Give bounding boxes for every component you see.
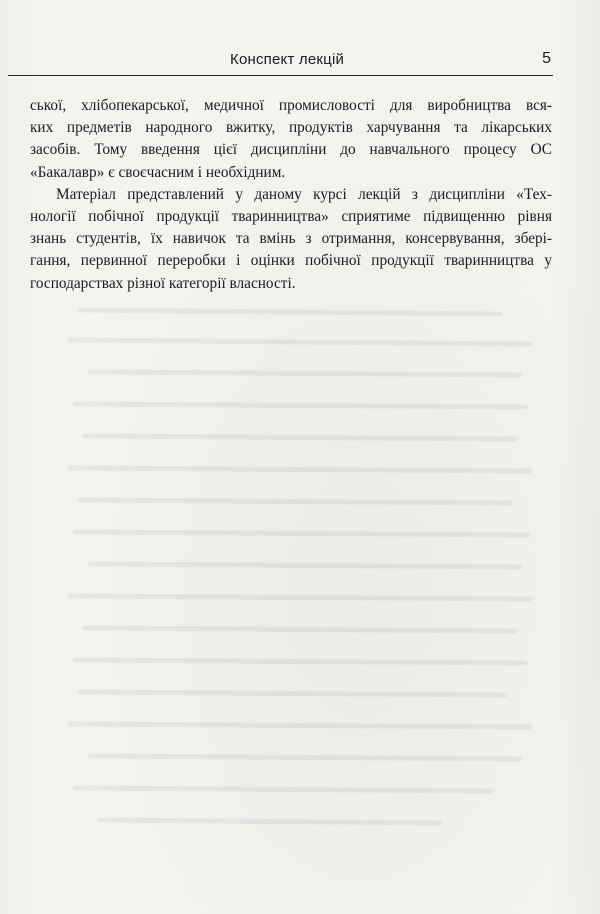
- page-number: 5: [542, 50, 551, 67]
- header-title: Конспект лекцій: [230, 51, 345, 68]
- paragraph-2-line-5: господарствах різної категорії власності.: [30, 274, 296, 292]
- show-through-texture: [60, 300, 540, 860]
- paragraph-2-line-4: гання, первинної переробки і оцінки побічної продукції тваринництва у: [30, 252, 552, 270]
- paragraph-1-line-1: ської, хлібопекарської, медичної промисловості для виробництва вся-: [30, 97, 552, 114]
- paragraph-1-line-2: ких предметів народного вжитку, продуктів харчування та лікарських: [30, 119, 552, 137]
- running-header: [8, 49, 553, 76]
- paragraph-2-line-3: знань студентів, їх навичок та вмінь з отримання, консервування, збері-: [30, 230, 552, 248]
- paragraph-2-line-2: нології побічної продукції тваринництва» сприятиме підвищенню рівня: [30, 208, 552, 226]
- paragraph-2-line-1: Матеріал представлений у даному курсі лекцій з дисципліни «Тех-: [56, 185, 552, 203]
- body-text: [30, 95, 552, 295]
- paragraph-1-line-3: засобів. Тому введення цієї дисципліни до навчального процесу ОС: [30, 141, 552, 159]
- paragraph-1-line-4: «Бакалавр» є своєчасним і необхідним.: [30, 163, 286, 181]
